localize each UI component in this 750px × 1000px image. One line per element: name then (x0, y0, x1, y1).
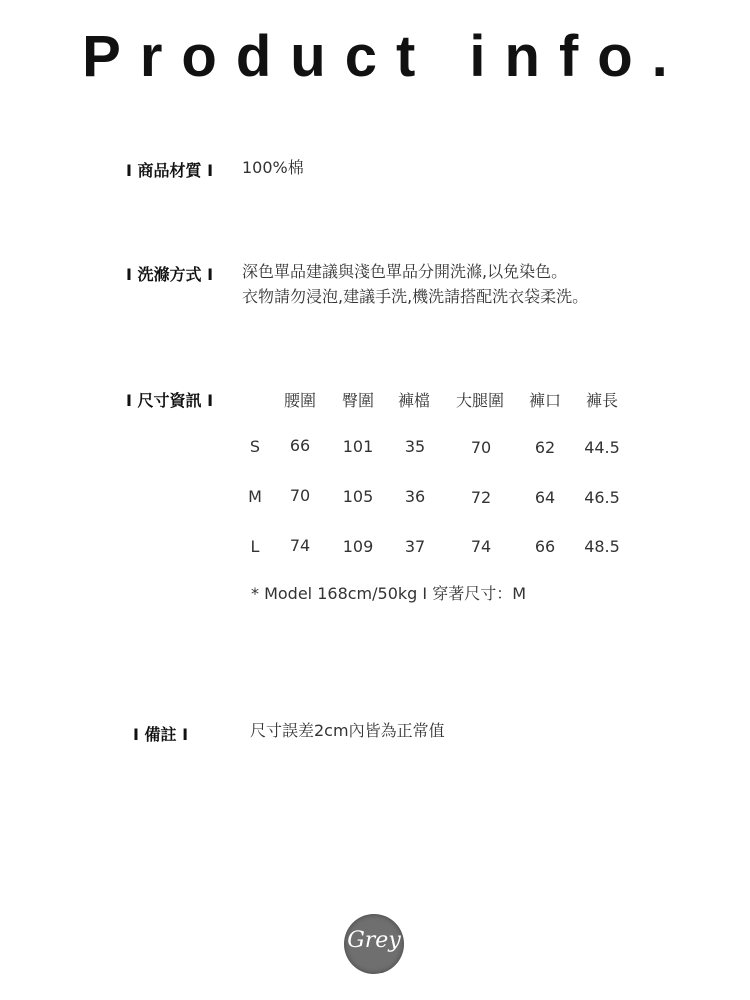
header-waist: 腰圍 (283, 391, 316, 410)
cell: 35 (404, 437, 426, 456)
header-length: 褲長 (585, 391, 618, 410)
remark-value: 尺寸誤差2cm內皆為正常值 (250, 721, 445, 740)
header-thigh: 大腿圍 (455, 391, 504, 410)
cell: 70 (470, 438, 492, 457)
model-note: * Model 168cm/50kg I 穿著尺寸：M (251, 584, 527, 603)
cell: 64 (534, 488, 556, 507)
cell: 109 (342, 537, 374, 556)
cell: 36 (404, 487, 426, 506)
cell: 66 (534, 537, 556, 556)
washing-line-1: 深色單品建議與淺色單品分開洗滌,以免染色。 (242, 262, 568, 281)
page-title: Product info. (82, 24, 687, 89)
cell: 37 (404, 537, 426, 556)
logo-text: Grey (347, 928, 401, 953)
cell: 46.5 (584, 488, 620, 507)
header-hem: 褲口 (528, 391, 561, 410)
size-m: M (248, 487, 262, 506)
size-s: S (249, 437, 261, 456)
remark-label: I 備註 I (133, 725, 189, 744)
material-value: 100%棉 (242, 158, 304, 177)
cell: 48.5 (584, 537, 620, 556)
cell: 44.5 (584, 438, 620, 457)
size-l: L (250, 537, 260, 556)
cell: 101 (342, 437, 374, 456)
cell: 70 (289, 486, 311, 505)
washing-line-2: 衣物請勿浸泡,建議手洗,機洗請搭配洗衣袋柔洗。 (242, 287, 589, 306)
cell: 74 (470, 537, 492, 556)
cell: 74 (289, 536, 311, 555)
header-hip: 臀圍 (341, 391, 374, 410)
cell: 72 (470, 488, 492, 507)
grey-brand-logo (344, 914, 404, 974)
header-rise: 褲檔 (397, 391, 430, 410)
cell: 105 (342, 487, 374, 506)
material-label: I 商品材質 I (126, 161, 214, 180)
cell: 66 (289, 436, 311, 455)
cell: 62 (534, 438, 556, 457)
size-label: I 尺寸資訊 I (126, 391, 214, 410)
washing-label: I 洗滌方式 I (126, 265, 214, 284)
